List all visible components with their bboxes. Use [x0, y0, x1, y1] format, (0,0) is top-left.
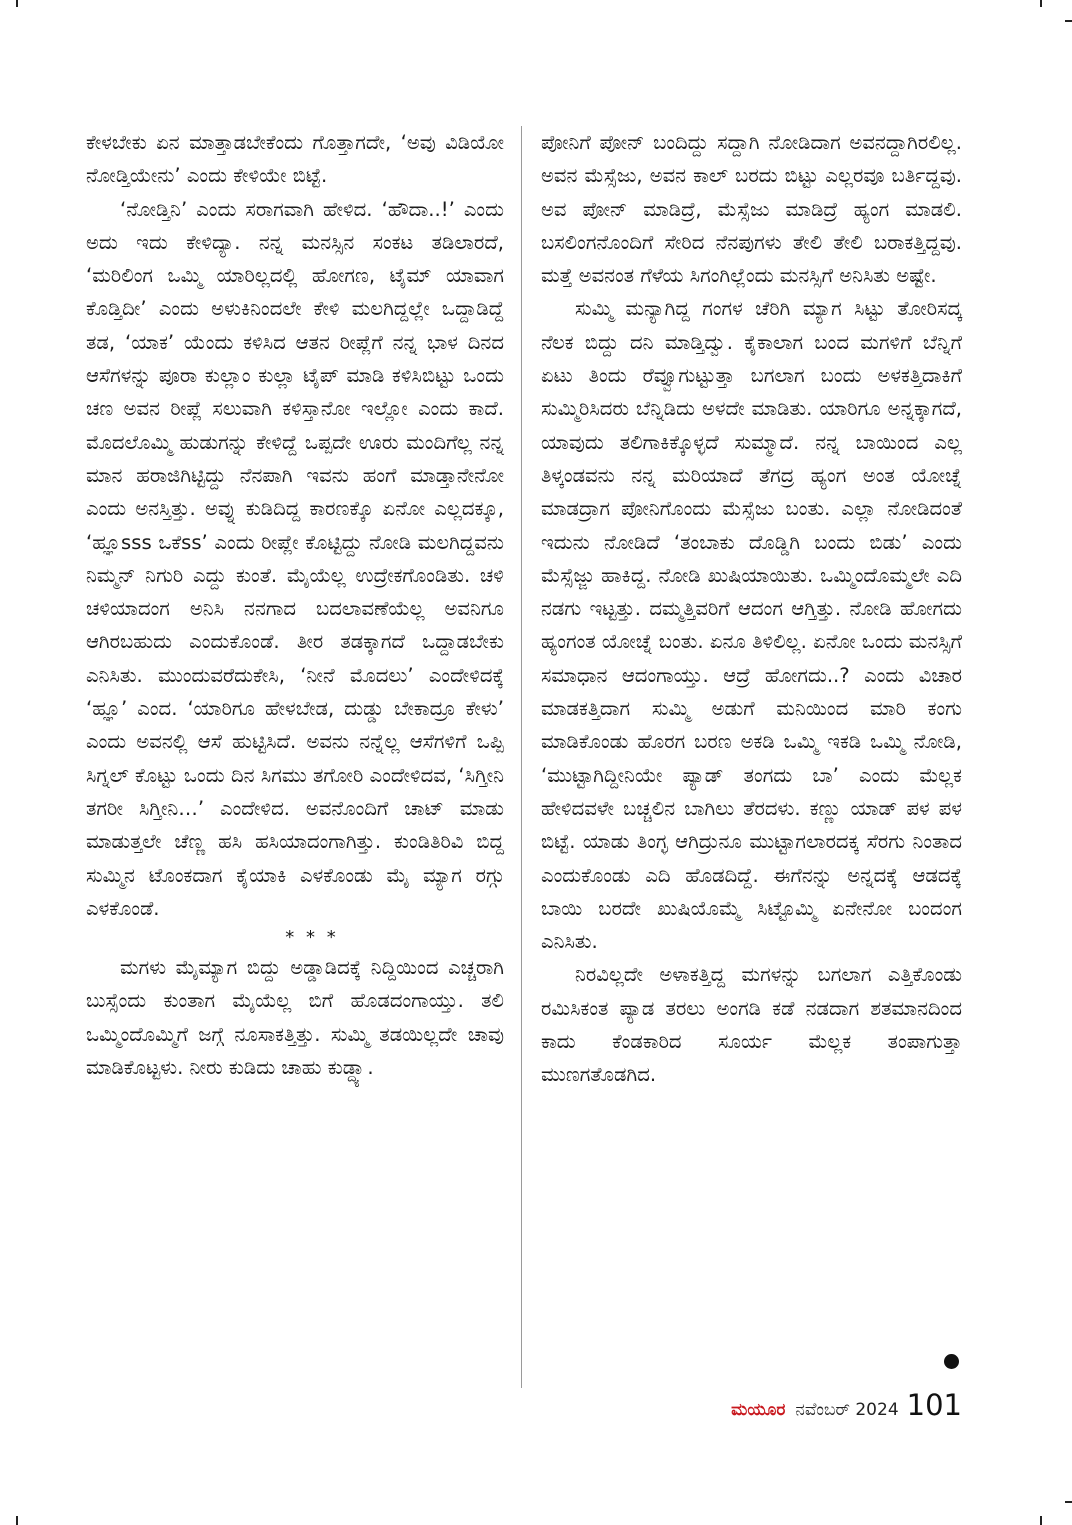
crop-mark	[1065, 1501, 1072, 1503]
article-column-left	[86, 126, 504, 1084]
issue-date: ನವೆಂಬರ್ 2024	[795, 1400, 899, 1420]
end-of-article-bullet-icon	[944, 1354, 959, 1369]
paragraph: ನಿರವಿಲ್ಲದೇ ಅಳಾಕತ್ತಿದ್ದ ಮಗಳನ್ನು ಬಗಲಾಗ ಎತ್ತಿಕೊಂಡು ರಮಿಸಿಕಂತ ಪ್ಯಾಡ ತರಲು ಅಂಗಡಿ ಕಡೆ ನಡದಾಗ ಶತಮಾನದಿಂದ ಕಾದು ಕೆಂಡಕಾರಿದ ಸೂರ್ಯ ಮೆಲ್ಲಕ ತಂಪಾಗುತ್ತಾ ಮುಣಗತೊಡಗಿದ.	[541, 963, 962, 1087]
paragraph: ಕೇಳಬೇಕು ಏನ ಮಾತ್ತಾಡಬೇಕೆಂದು ಗೊತ್ತಾಗದೇ, ‘ಅವು ವಿಡಿಯೋ ನೋಡ್ತಿಯೇನು’ ಎಂದು ಕೇಳಿಯೇ ಬಿಟ್ಟೆ.	[86, 131, 504, 188]
crop-mark	[16, 1516, 18, 1525]
paragraph: ಪೋನಿಗೆ ಪೋನ್ ಬಂದಿದ್ದು ಸದ್ದಾಗಿ ನೋಡಿದಾಗ ಅವನದ್ದಾಗಿರಲಿಲ್ಲ. ಅವನ ಮೆಸ್ಸೆಜು, ಅವನ ಕಾಲ್ ಬರದು ಬಿಟ್ಟು ಎಲ್ಲರವೂ ಬರ್ತಿದ್ದವು. ಅವ ಪೋನ್ ಮಾಡಿದ್ರೆ, ಮೆಸ್ಸೆಜು ಮಾಡಿದ್ರೆ ಹ್ಯಂಗ ಮಾಡಲಿ. ಬಸಲಿಂಗನೊಂದಿಗೆ ಸೇರಿದ ನೆನಪುಗಳು ತೇಲಿ ತೇಲಿ ಬರಾಕತ್ತಿದ್ದವು. ಮತ್ತೆ ಅವನಂತ ಗೆಳೆಯ ಸಿಗಂಗಿಲ್ಲೆಂದು ಮನಸ್ಸಿಗೆ ಅನಿಸಿತು ಅಷ್ಟೇ.	[541, 131, 962, 288]
page-footer	[731, 1388, 962, 1422]
paragraph: ಮಗಳು ಮೈಮ್ಯಾಗ ಬಿದ್ದು ಅಡ್ಡಾಡಿದಕ್ಕೆ ನಿದ್ದಿಯಿಂದ ಎಚ್ಚರಾಗಿ ಬುಸ್ಸೆಂದು ಕುಂತಾಗ ಮೈಯೆಲ್ಲ ಬಿಗೆ ಹೊಡದಂಗಾಯ್ತು. ತಲಿ ಒಮ್ಮಿಂದೊಮ್ಮಿಗೆ ಜಗ್ಗೆ ನೂಸಾಕತ್ತಿತ್ತು. ಸುಮ್ಮಿ ತಡಯಿಲ್ಲದೇ ಚಾವು ಮಾಡಿಕೊಟ್ಟಳು. ನೀರು ಕುಡಿದು ಚಾಹು ಕುಡ್ದ್ಯಾ.	[86, 956, 504, 1080]
crop-mark	[1040, 0, 1042, 7]
publication-logo: ಮಯೂರ	[731, 1400, 786, 1420]
section-separator: * * *	[285, 927, 339, 949]
paragraph: ‘ನೋಡ್ತಿನಿ’ ಎಂದು ಸರಾಗವಾಗಿ ಹೇಳಿದ. ‘ಹೌದಾ..!’ ಎಂದು ಅದು ಇದು ಕೇಳಿದ್ಯಾ. ನನ್ನ ಮನಸ್ಸಿನ ಸಂಕಟ ತಡಿಲಾರದೆ, ‘ಮರಿಲಿಂಗ ಒಮ್ಮಿ ಯಾರಿಲ್ಲದಲ್ಲಿ ಹೋಗಣ, ಟೈಮ್ ಯಾವಾಗ ಕೊಡ್ತಿದೀ’ ಎಂದು ಅಳುಕಿನಿಂದಲೇ ಕೇಳಿ ಮಲಗಿದ್ದಲ್ಲೇ ಒದ್ದಾಡಿದ್ದೆ ತಡ, ‘ಯಾಕ’ ಯೆಂದು ಕಳಿಸಿದ ಆತನ ರೀಪ್ಲೆಗೆ ನನ್ನ ಭಾಳ ದಿನದ ಆಸೆಗಳನ್ನು ಪೂರಾ ಕುಲ್ಲಾಂ ಕುಲ್ಲಾ ಟೈಪ್ ಮಾಡಿ ಕಳಿಸಿಬಿಟ್ಟು ಒಂದು ಚಣ ಅವನ ರೀಪ್ಲೆ ಸಲುವಾಗಿ ಕಳಿಸ್ತಾನೋ ಇಲ್ಲೋ ಎಂದು ಕಾದೆ. ಮೊದಲೊಮ್ಮಿ ಹುಡುಗನ್ನು ಕೇಳಿದ್ದೆ ಒಪ್ಪದೇ ಊರು ಮಂದಿಗೆಲ್ಲ ನನ್ನ ಮಾನ ಹರಾಜಿಗಿಟ್ಟಿದ್ದು ನೆನಪಾಗಿ ಇವನು ಹಂಗೆ ಮಾಡ್ತಾನೇನೋ ಎಂದು ಅನಸ್ತಿತ್ತು. ಅವ್ನು ಕುಡಿದಿದ್ದ ಕಾರಣಕ್ಕೊ ಏನೋ ಎಲ್ಲದಕ್ಕೂ, ‘ಹ್ಞೂsss ಒಕೆss’ ಎಂದು ರೀಪ್ಲೇ ಕೊಟ್ಟಿದ್ದು ನೋಡಿ ಮಲಗಿದ್ದವನು ನಿಮ್ಮನ್ ನಿಗುರಿ ಎದ್ದು ಕುಂತೆ. ಮೈಯೆಲ್ಲ ಉದ್ರೇಕಗೊಂಡಿತು. ಚಳಿ ಚಳಿಯಾದಂಗ ಅನಿಸಿ ನನಗಾದ ಬದಲಾವಣೆಯೆಲ್ಲ ಅವನಿಗೂ ಆಗಿರಬಹುದು ಎಂದುಕೊಂಡೆ. ತೀರ ತಡಕ್ಕಾಗದೆ ಒದ್ದಾಡಬೇಕು ಎನಿಸಿತು. ಮುಂದುವರೆದುಕೇಸಿ, ‘ನೀನೆ ಮೊದಲು’ ಎಂದೇಳಿದಕ್ಕೆ ‘ಹ್ಞೂ’ ಎಂದ. ‘ಯಾರಿಗೂ ಹೇಳಬೇಡ, ದುಡ್ಡು ಬೇಕಾದ್ರೂ ಕೇಳು’ ಎಂದು ಅವನಲ್ಲಿ ಆಸೆ ಹುಟ್ಟಿಸಿದೆ. ಅವನು ನನ್ನೆಲ್ಲ ಆಸೆಗಳಿಗೆ ಒಪ್ಪಿ ಸಿಗ್ನಲ್ ಕೊಟ್ಟು ಒಂದು ದಿನ ಸಿಗಮು ತಗೋರಿ ಎಂದೇಳಿದವ, ‘ಸಿಗ್ತೀನಿ ತಗರೀ ಸಿಗ್ತೀನಿ…’ ಎಂದೇಳಿದ. ಅವನೊಂದಿಗೆ ಚಾಟ್ ಮಾಡು ಮಾಡುತ್ತಲೇ ಚೆಣ್ಣ ಹಸಿ ಹಸಿಯಾದಂಗಾಗಿತ್ತು. ಕುಂಡಿತಿರಿವಿ ಬಿದ್ದ ಸುಮ್ಮಿನ ಟೊಂಕದಾಗ ಕೈಯಾಕಿ ಎಳಕೊಂಡು ಮೈ ಮ್ಯಾಗ ರಗ್ಗು ಎಳಕೊಂಡೆ.	[86, 197, 504, 920]
crop-mark	[1065, 20, 1072, 22]
article-column-right	[541, 126, 962, 1092]
paragraph: ಸುಮ್ಮಿ ಮನ್ಯಾಗಿದ್ದ ಗಂಗಳ ಚೆರಿಗಿ ಮ್ಯಾಗ ಸಿಟ್ಟು ತೋರಿಸದ್ಕ ನೆಲಕ ಬಿದ್ದು ದನಿ ಮಾಡ್ತಿದ್ವು. ಕೈಕಾಲಾಗ ಬಂದ ಮಗಳಿಗೆ ಬೆನ್ನಿಗೆ ಏಟು ತಿಂದು ರೆವ್ವೂಗುಟ್ಟುತ್ತಾ ಬಗಲಾಗ ಬಂದು ಅಳಕತ್ತಿದಾಕಿಗೆ ಸುಮ್ಮಿರಿಸಿದರು ಬೆನ್ನಿಡಿದು ಅಳದೇ ಮಾಡಿತು. ಯಾರಿಗೂ ಅನ್ನಕ್ಕಾಗದೆ, ಯಾವುದು ತಲಿಗಾಕಿಕ್ಕೊಳ್ಳದೆ ಸುಮ್ಮಾದೆ. ನನ್ನ ಬಾಯಿಂದ ಎಲ್ಲ ತಿಳ್ಕಂಡವನು ನನ್ನ ಮರಿಯಾದೆ ತೆಗದ್ರ ಹ್ಯಂಗ ಅಂತ ಯೋಚ್ನೆ ಮಾಡದ್ರಾಗ ಪೋನಿಗೊಂದು ಮೆಸ್ಸೆಜು ಬಂತು. ಎಲ್ಲಾ ನೋಡಿದಂತೆ ಇದುನು ನೋಡಿದೆ ‘ತಂಬಾಕು ದೊಡ್ಡಿಗಿ ಬಂದು ಬಿಡು’ ಎಂದು ಮೆಸ್ಸೆಜ್ಜು ಹಾಕಿದ್ದ. ನೋಡಿ ಖುಷಿಯಾಯಿತು. ಒಮ್ಮಿಂದೊಮ್ಮಲೇ ಎದಿ ನಡಗು ಇಟ್ಟತ್ತು. ದಮ್ಮತ್ತಿವರಿಗೆ ಆದಂಗ ಆಗ್ತಿತ್ತು. ನೋಡಿ ಹೋಗದು ಹ್ಯಂಗಂತ ಯೋಚ್ನೆ ಬಂತು. ಏನೂ ತಿಳಿಲಿಲ್ಲ. ಏನೋ ಒಂದು ಮನಸ್ಸಿಗೆ ಸಮಾಧಾನ ಆದಂಗಾಯ್ತು. ಆದ್ರೆ ಹೋಗದು..? ಎಂದು ವಿಚಾರ ಮಾಡಕತ್ತಿದಾಗ ಸುಮ್ಮಿ ಅಡುಗೆ ಮನಿಯಿಂದ ಮಾರಿ ಕಂಗು ಮಾಡಿಕೊಂಡು ಹೊರಗ ಬರಣ ಅಕಡಿ ಒಮ್ಮಿ ಇಕಡಿ ಒಮ್ಮಿ ನೋಡಿ, ‘ಮುಟ್ಟಾಗಿದ್ದೀನಿಯೇ ಪ್ಯಾಡ್ ತಂಗದು ಬಾ’ ಎಂದು ಮೆಲ್ಲಕ ಹೇಳಿದವಳೇ ಬಚ್ಚಲಿನ ಬಾಗಿಲು ತೆರದಳು. ಕಣ್ಣು ಯಾಡ್ ಪಳ ಪಳ ಬಿಟ್ಟೆ. ಯಾಡು ತಿಂಗ್ಳ ಆಗಿದ್ರುನೂ ಮುಟ್ಟಾಗಲಾರದಕ್ಕ ಸೆರಗು ನಿಂತಾದ ಎಂದುಕೊಂಡು ಎದಿ ಹೊಡದಿದ್ದೆ. ಈಗೆನನ್ನು ಅನ್ನದಕ್ಕೆ ಆಡದಕ್ಕೆ ಬಾಯಿ ಬರದೇ ಖುಷಿಯೊಮ್ಮೆ ಸಿಟ್ಟೊಮ್ಮಿ ಏನೇನೋ ಬಂದಂಗ ಎನಿಸಿತು.	[541, 297, 962, 954]
page-number: 101	[906, 1388, 962, 1422]
column-divider	[521, 126, 522, 1388]
crop-mark	[16, 0, 18, 7]
crop-mark	[1040, 1516, 1042, 1525]
